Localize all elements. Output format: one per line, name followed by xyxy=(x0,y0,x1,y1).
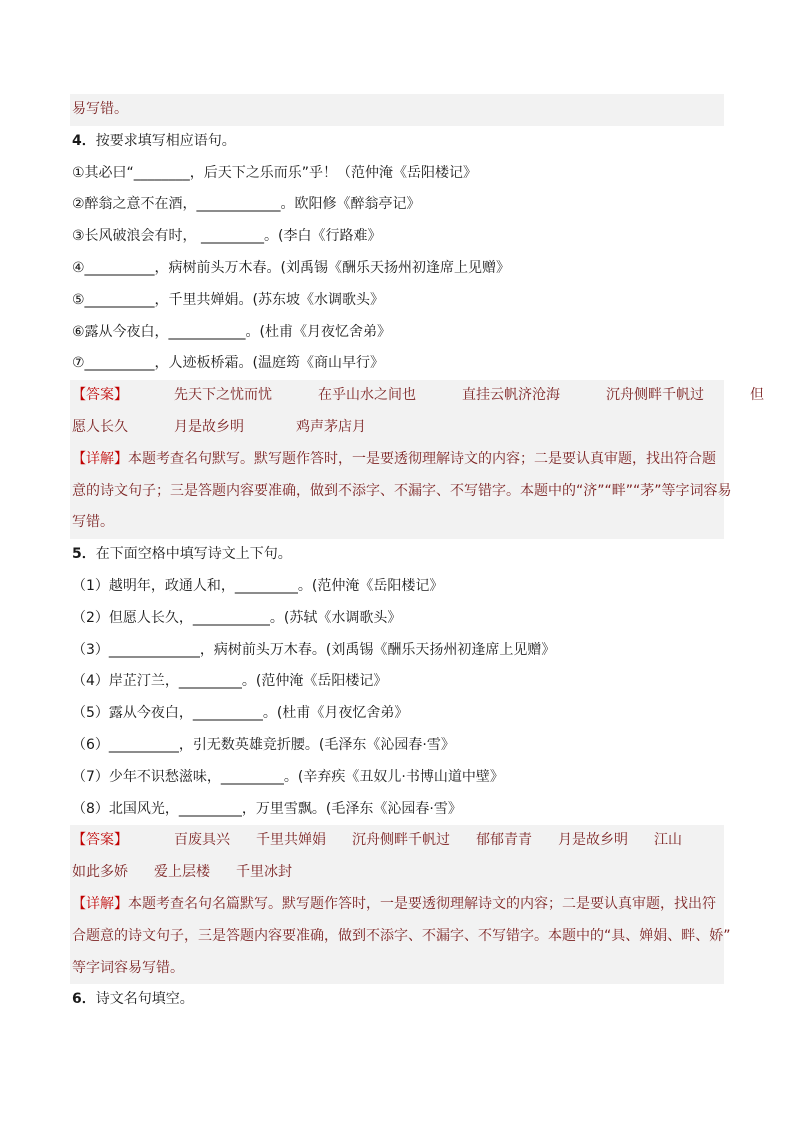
detail-line: 【详解】本题考查名句默写。默写题作答时，一是要透彻理解诗文的内容；二是要认真审题，找出符合题 xyxy=(72,450,716,467)
answer-tag: 【答案】 xyxy=(72,832,128,849)
answer-item: 江山 xyxy=(654,832,682,849)
answer-item: 爱上层楼 xyxy=(154,864,210,881)
question-4-item: ⑦__________，人迹板桥霜。(温庭筠《商山早行》 xyxy=(72,355,385,372)
question-4-item: ②醉翁之意不在酒，____________。欧阳修《醉翁亭记》 xyxy=(72,196,421,213)
answer-item: 但 xyxy=(750,387,764,404)
detail-line: 写错。 xyxy=(72,514,114,531)
answer-item: 千里共婵娟 xyxy=(256,832,326,849)
answer-item: 先天下之忧而忧 xyxy=(174,387,272,404)
detail-line: 合题意的诗文句子，三是答题内容要准确，做到不添字、不漏字、不写错字。本题中的“具、婵娟、畔、娇” xyxy=(72,927,731,944)
detail-tag: 【详解】 xyxy=(72,895,128,912)
answer-line xyxy=(70,857,724,889)
answer-line xyxy=(70,825,724,857)
question-5-item: （7）少年不识愁滋味，_________。(辛弃疾《丑奴儿·书博山道中壁》 xyxy=(72,768,504,785)
answer-item: 沉舟侧畔千帆过 xyxy=(352,832,450,849)
question-5-item: （2）但愿人长久，___________。(苏轼《水调歌头》 xyxy=(72,609,402,626)
answer-item: 郁郁青青 xyxy=(476,832,532,849)
answer-item: 百废具兴 xyxy=(174,832,230,849)
detail-tag: 【详解】 xyxy=(72,450,128,467)
question-4-item: ④__________，病树前头万木春。(刘禹锡《酬乐天扬州初逢席上见赠》 xyxy=(72,259,511,276)
document-page xyxy=(70,94,764,1016)
detail-line: 意的诗文句子；三是答题内容要准确，做到不添字、不漏字、不写错字。本题中的“济”“畔”“茅”等字词容易 xyxy=(72,482,732,499)
answer-item: 直挂云帆济沧海 xyxy=(462,387,560,404)
question-4-item: ①其必曰“________，后天下之乐而乐”乎！（范仲淹《岳阳楼记》 xyxy=(72,164,478,181)
question-5-item: （5）露从今夜白，__________。(杜甫《月夜忆舍弟》 xyxy=(72,705,409,722)
question-5-item: （6）__________，引无数英雄竞折腰。(毛泽东《沁园春·雪》 xyxy=(72,736,455,753)
question-6-title: 6．诗文名句填空。 xyxy=(72,991,194,1008)
question-5-item: （1）越明年，政通人和，_________。(范仲淹《岳阳楼记》 xyxy=(72,577,444,594)
question-4-item: ③长风破浪会有时， _________。(李白《行路难》 xyxy=(72,228,382,245)
question-5-item: （3）_____________，病树前头万木春。(刘禹锡《酬乐天扬州初逢席上见赠》 xyxy=(72,641,556,658)
previous-detail-tail: 易写错。 xyxy=(70,94,724,126)
answer-item: 月是故乡明 xyxy=(174,418,244,435)
answer-tag: 【答案】 xyxy=(72,387,128,404)
answer-item: 鸡声茅店月 xyxy=(296,418,366,435)
answer-line xyxy=(70,412,724,444)
answer-item: 月是故乡明 xyxy=(558,832,628,849)
question-5-item: （8）北国风光，_________，万里雪飘。(毛泽东《沁园春·雪》 xyxy=(72,800,462,817)
question-4-title: 4．按要求填写相应语句。 xyxy=(72,132,236,149)
answer-item: 千里冰封 xyxy=(236,864,292,881)
question-4-answer-block xyxy=(70,380,764,539)
detail-line: 等字词容易写错。 xyxy=(72,959,184,976)
answer-item: 沉舟侧畔千帆过 xyxy=(606,387,704,404)
answer-item: 如此多娇 xyxy=(72,864,128,881)
detail-line: 【详解】本题考查名句名篇默写。默写题作答时，一是要透彻理解诗文的内容；二是要认真审题，找出符 xyxy=(72,895,716,912)
answer-item: 在乎山水之间也 xyxy=(318,387,416,404)
question-5-item: （4）岸芷汀兰，_________。(范仲淹《岳阳楼记》 xyxy=(72,673,388,690)
answer-line xyxy=(70,380,764,412)
question-4-item: ⑤__________，千里共婵娟。(苏东坡《水调歌头》 xyxy=(72,291,385,308)
question-4-item: ⑥露从今夜白，___________。(杜甫《月夜忆舍弟》 xyxy=(72,323,392,340)
question-5-title: 5．在下面空格中填写诗文上下句。 xyxy=(72,546,292,563)
question-5-answer-block xyxy=(70,825,731,984)
answer-item: 愿人长久 xyxy=(72,418,128,435)
